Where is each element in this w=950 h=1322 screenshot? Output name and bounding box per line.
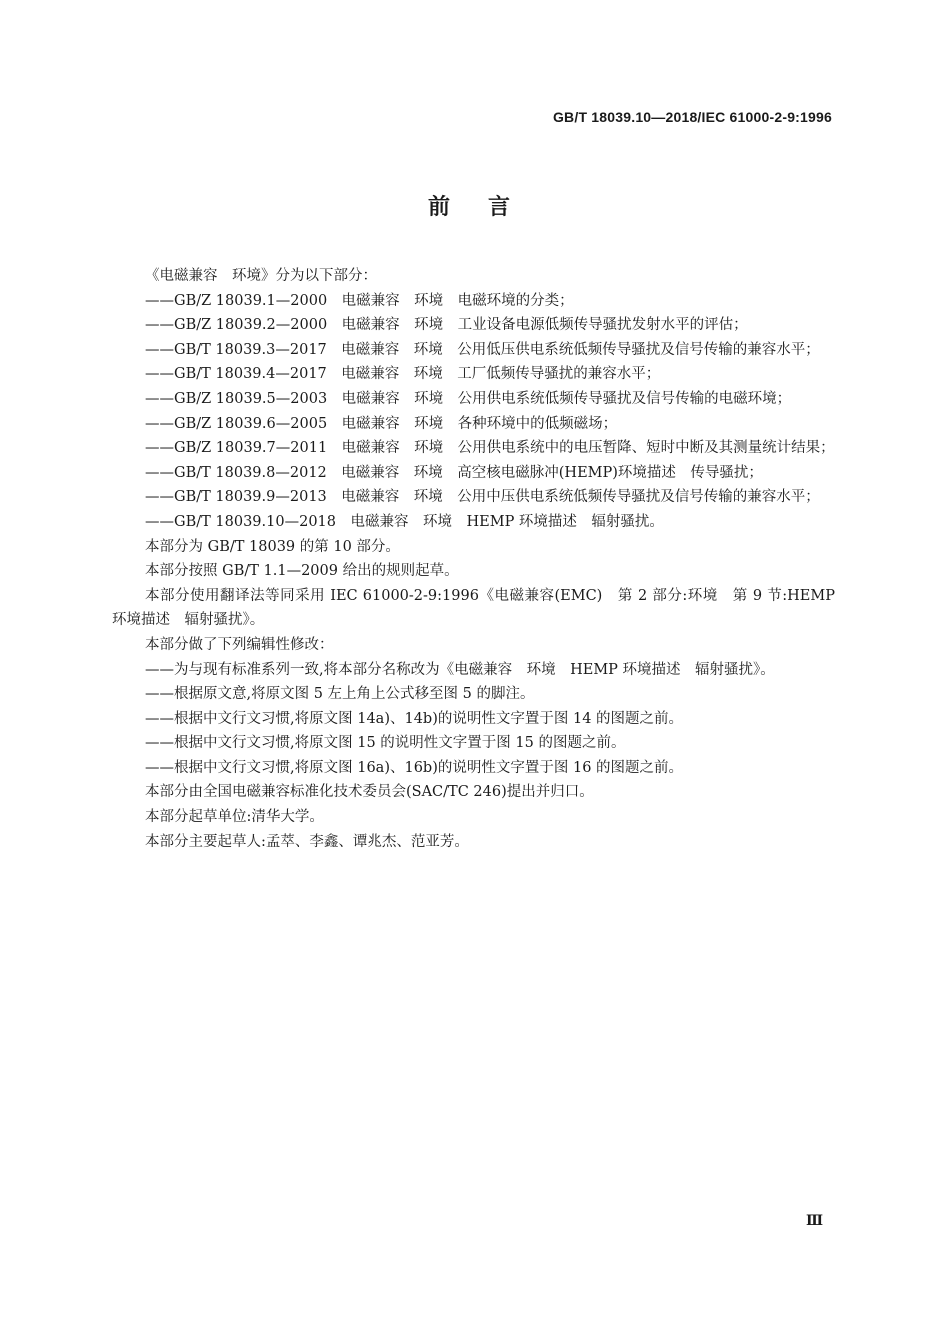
change-list-item: ——根据中文行文习惯,将原文图 14a)、14b)的说明性文字置于图 14 的图题之前。 — [145, 710, 684, 727]
adoption-paragraph: 本部分使用翻译法等同采用 IEC 61000-2-9:1996《电磁兼容(EMC) 第 2 部分:环境 第 9 节:HEMP 环境描述 辐射骚扰》。 — [112, 587, 835, 629]
part-list-item: ——GB/T 18039.8—2012 电磁兼容 环境 高空核电磁脉冲(HEMP)环境描述 传导骚扰； — [145, 464, 763, 481]
title-char: 言 — [488, 195, 513, 220]
part-list-item: ——GB/T 18039.10—2018 电磁兼容 环境 HEMP 环境描述 辐射骚扰。 — [145, 513, 664, 530]
committee-paragraph: 本部分由全国电磁兼容标准化技术委员会(SAC/TC 246)提出并归口。 — [145, 784, 594, 801]
part-list-item: ——GB/T 18039.9—2013 电磁兼容 环境 公用中压供电系统低频传导骚扰及信号传输的兼容水平； — [145, 489, 820, 506]
intro-paragraph: 《电磁兼容 环境》分为以下部分： — [145, 268, 377, 284]
part-list-item: ——GB/T 18039.4—2017 电磁兼容 环境 工厂低频传导骚扰的兼容水平； — [145, 366, 661, 383]
standard-code-header: GB/T 18039.10—2018/IEC 61000-2-9:1996 — [552, 109, 832, 125]
change-list-item: ——根据中文行文习惯,将原文图 15 的说明性文字置于图 15 的图题之前。 — [145, 735, 626, 752]
part-list-item: ——GB/Z 18039.2—2000 电磁兼容 环境 工业设备电源低频传导骚扰发射水平的评估； — [145, 317, 748, 334]
drafters-paragraph: 本部分主要起草人:孟萃、李鑫、谭兆杰、范亚芳。 — [145, 833, 469, 850]
change-list-item: ——根据原文意,将原文图 5 左上角上公式移至图 5 的脚注。 — [145, 686, 535, 703]
foreword-body — [112, 264, 835, 854]
part-list-item: ——GB/Z 18039.5—2003 电磁兼容 环境 公用供电系统低频传导骚扰及信号传输的电磁环境； — [145, 390, 792, 407]
part-list-item: ——GB/T 18039.3—2017 电磁兼容 环境 公用低压供电系统低频传导骚扰及信号传输的兼容水平； — [145, 341, 820, 358]
page-number: Ⅲ — [806, 1213, 824, 1229]
change-list-item: ——为与现有标准系列一致,将本部分名称改为《电磁兼容 环境 HEMP 环境描述 辐射骚扰》。 — [145, 661, 775, 678]
changes-paragraph: 本部分做了下列编辑性修改： — [145, 636, 334, 653]
part-list-item: ——GB/Z 18039.7—2011 电磁兼容 环境 公用供电系统中的电压暂降、短时中断及其测量统计结果； — [145, 440, 835, 457]
part-list-item: ——GB/Z 18039.1—2000 电磁兼容 环境 电磁环境的分类； — [145, 292, 574, 309]
part-list-item: ——GB/Z 18039.6—2005 电磁兼容 环境 各种环境中的低频磁场； — [145, 415, 618, 432]
page-title — [0, 190, 940, 221]
rules-paragraph: 本部分按照 GB/T 1.1—2009 给出的规则起草。 — [145, 563, 459, 580]
change-list-item: ——根据中文行文习惯,将原文图 16a)、16b)的说明性文字置于图 16 的图题之前。 — [145, 759, 684, 776]
part-paragraph: 本部分为 GB/T 18039 的第 10 部分。 — [145, 538, 400, 555]
drafting-unit-paragraph: 本部分起草单位:清华大学。 — [145, 809, 324, 826]
title-char: 前 — [427, 195, 452, 220]
